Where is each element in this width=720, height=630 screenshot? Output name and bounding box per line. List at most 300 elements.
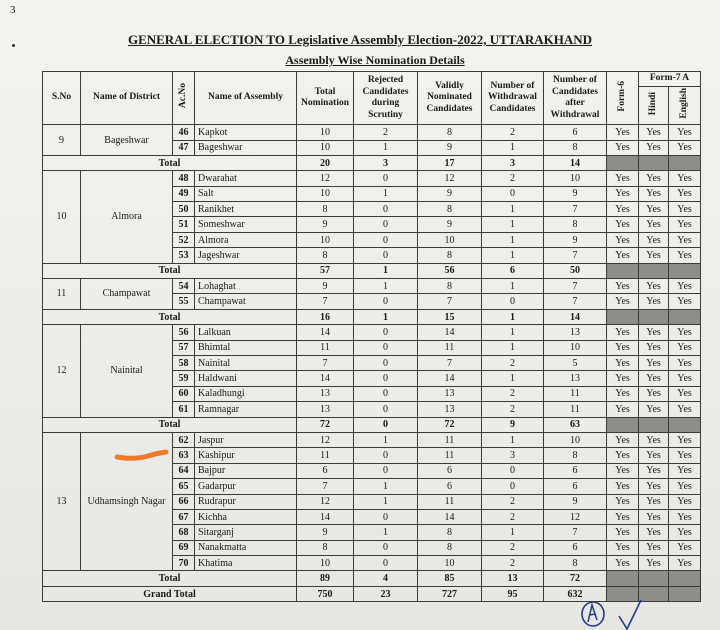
cell-en: Yes	[669, 186, 701, 201]
highlight-mark	[114, 448, 170, 462]
cell-f6: Yes	[607, 340, 639, 355]
cell-rej: 1	[354, 186, 418, 201]
cell-wd: 2	[482, 494, 544, 509]
total-wd: 13	[482, 571, 544, 586]
cell-f6: Yes	[607, 479, 639, 494]
total-wd: 1	[482, 309, 544, 324]
total-rej: 3	[354, 155, 418, 170]
district-name: Almora	[81, 171, 173, 263]
ac-number: 64	[173, 463, 195, 478]
cell-en: Yes	[669, 325, 701, 340]
assembly-name: Lohaghat	[195, 279, 297, 294]
total-total: 72	[297, 417, 354, 432]
shaded-cell	[607, 309, 639, 324]
ac-number: 47	[173, 140, 195, 155]
shaded-cell	[639, 309, 669, 324]
total-rej: 0	[354, 417, 418, 432]
cell-valid: 8	[418, 525, 482, 540]
cell-rej: 1	[354, 525, 418, 540]
shaded-cell	[639, 263, 669, 278]
total-wd: 3	[482, 155, 544, 170]
cell-after: 6	[544, 540, 607, 555]
total-valid: 72	[418, 417, 482, 432]
page-number: 3	[10, 4, 16, 16]
shaded-cell	[607, 155, 639, 170]
ac-number: 49	[173, 186, 195, 201]
cell-valid: 7	[418, 294, 482, 309]
cell-wd: 1	[482, 217, 544, 232]
assembly-name: Ranikhet	[195, 202, 297, 217]
cell-f6: Yes	[607, 402, 639, 417]
cell-wd: 1	[482, 371, 544, 386]
district-sno: 11	[43, 279, 81, 310]
cell-en: Yes	[669, 140, 701, 155]
shaded-cell	[639, 571, 669, 586]
cell-wd: 1	[482, 525, 544, 540]
cell-en: Yes	[669, 479, 701, 494]
cell-valid: 13	[418, 402, 482, 417]
assembly-name: Gadarpur	[195, 479, 297, 494]
ac-number: 48	[173, 171, 195, 186]
shaded-cell	[669, 417, 701, 432]
total-rej: 1	[354, 309, 418, 324]
cell-after: 5	[544, 356, 607, 371]
cell-hi: Yes	[639, 402, 669, 417]
cell-total: 10	[297, 186, 354, 201]
total-after: 14	[544, 155, 607, 170]
signature-initials	[575, 596, 665, 630]
cell-wd: 1	[482, 325, 544, 340]
header-withdrawal: Number of Withdrawal Candidates	[482, 72, 544, 125]
ac-number: 51	[173, 217, 195, 232]
header-valid: Validly Nominated Candidates	[418, 72, 482, 125]
cell-after: 6	[544, 125, 607, 140]
cell-en: Yes	[669, 371, 701, 386]
cell-after: 11	[544, 386, 607, 401]
cell-rej: 0	[354, 402, 418, 417]
assembly-name: Lalkuan	[195, 325, 297, 340]
district-sno: 10	[43, 171, 81, 263]
cell-after: 6	[544, 479, 607, 494]
total-rej: 4	[354, 571, 418, 586]
cell-f6: Yes	[607, 556, 639, 571]
cell-hi: Yes	[639, 386, 669, 401]
cell-wd: 2	[482, 171, 544, 186]
cell-total: 10	[297, 125, 354, 140]
district-sno: 12	[43, 325, 81, 417]
total-label: Total	[43, 417, 297, 432]
cell-hi: Yes	[639, 140, 669, 155]
total-wd: 6	[482, 263, 544, 278]
cell-after: 9	[544, 186, 607, 201]
cell-hi: Yes	[639, 479, 669, 494]
cell-after: 10	[544, 340, 607, 355]
cell-total: 8	[297, 248, 354, 263]
cell-hi: Yes	[639, 294, 669, 309]
cell-en: Yes	[669, 202, 701, 217]
assembly-name: Jageshwar	[195, 248, 297, 263]
assembly-name: Ramnagar	[195, 402, 297, 417]
assembly-name: Kapkot	[195, 125, 297, 140]
cell-wd: 0	[482, 186, 544, 201]
cell-wd: 3	[482, 448, 544, 463]
district-total-row	[43, 417, 701, 432]
document-subtitle: Assembly Wise Nomination Details	[285, 53, 465, 67]
cell-total: 13	[297, 402, 354, 417]
grand-total-label: Grand Total	[43, 586, 297, 601]
assembly-name: Almora	[195, 232, 297, 247]
cell-hi: Yes	[639, 463, 669, 478]
ac-number: 63	[173, 448, 195, 463]
total-total: 16	[297, 309, 354, 324]
cell-total: 9	[297, 525, 354, 540]
shaded-cell	[669, 309, 701, 324]
ac-number: 57	[173, 340, 195, 355]
ac-number: 46	[173, 125, 195, 140]
cell-hi: Yes	[639, 248, 669, 263]
cell-total: 10	[297, 232, 354, 247]
cell-rej: 0	[354, 540, 418, 555]
grand-total-valid: 727	[418, 586, 482, 601]
cell-hi: Yes	[639, 371, 669, 386]
cell-en: Yes	[669, 448, 701, 463]
grand-total-rej: 23	[354, 586, 418, 601]
cell-hi: Yes	[639, 325, 669, 340]
header-form6: Form-6	[607, 72, 639, 125]
table-row	[43, 171, 701, 186]
cell-after: 8	[544, 448, 607, 463]
cell-after: 7	[544, 525, 607, 540]
cell-hi: Yes	[639, 171, 669, 186]
total-valid: 17	[418, 155, 482, 170]
cell-rej: 1	[354, 479, 418, 494]
cell-f6: Yes	[607, 202, 639, 217]
total-wd: 9	[482, 417, 544, 432]
shaded-cell	[639, 155, 669, 170]
cell-total: 7	[297, 356, 354, 371]
cell-f6: Yes	[607, 325, 639, 340]
cell-f6: Yes	[607, 356, 639, 371]
assembly-name: Rudrapur	[195, 494, 297, 509]
cell-f6: Yes	[607, 217, 639, 232]
cell-valid: 6	[418, 463, 482, 478]
cell-after: 7	[544, 202, 607, 217]
cell-hi: Yes	[639, 540, 669, 555]
cell-hi: Yes	[639, 217, 669, 232]
shaded-cell	[607, 263, 639, 278]
cell-after: 13	[544, 325, 607, 340]
total-valid: 15	[418, 309, 482, 324]
assembly-name: Dwarahat	[195, 171, 297, 186]
total-total: 89	[297, 571, 354, 586]
cell-valid: 9	[418, 186, 482, 201]
cell-after: 12	[544, 509, 607, 524]
cell-wd: 1	[482, 202, 544, 217]
ac-number: 53	[173, 248, 195, 263]
cell-f6: Yes	[607, 463, 639, 478]
cell-rej: 0	[354, 217, 418, 232]
cell-total: 7	[297, 294, 354, 309]
cell-hi: Yes	[639, 448, 669, 463]
cell-wd: 1	[482, 232, 544, 247]
ac-number: 61	[173, 402, 195, 417]
cell-valid: 11	[418, 432, 482, 447]
ac-number: 55	[173, 294, 195, 309]
cell-rej: 0	[354, 340, 418, 355]
assembly-name: Nanakmatta	[195, 540, 297, 555]
header-after-withdrawal: Number of Candidates after Withdrawal	[544, 72, 607, 125]
shaded-cell	[607, 417, 639, 432]
cell-rej: 0	[354, 463, 418, 478]
total-after: 50	[544, 263, 607, 278]
header-rejected: Rejected Candidates during Scrutiny	[354, 72, 418, 125]
cell-f6: Yes	[607, 125, 639, 140]
total-label: Total	[43, 309, 297, 324]
cell-hi: Yes	[639, 494, 669, 509]
cell-f6: Yes	[607, 248, 639, 263]
cell-after: 9	[544, 232, 607, 247]
shaded-cell	[669, 263, 701, 278]
cell-after: 8	[544, 140, 607, 155]
cell-valid: 14	[418, 509, 482, 524]
cell-wd: 1	[482, 279, 544, 294]
cell-after: 6	[544, 463, 607, 478]
ac-number: 52	[173, 232, 195, 247]
total-total: 20	[297, 155, 354, 170]
assembly-name: Someshwar	[195, 217, 297, 232]
cell-valid: 9	[418, 140, 482, 155]
cell-total: 10	[297, 140, 354, 155]
cell-f6: Yes	[607, 386, 639, 401]
cell-en: Yes	[669, 279, 701, 294]
cell-after: 10	[544, 171, 607, 186]
ac-number: 65	[173, 479, 195, 494]
cell-en: Yes	[669, 217, 701, 232]
cell-rej: 2	[354, 125, 418, 140]
header-form7a: Form-7 A	[639, 72, 701, 87]
cell-hi: Yes	[639, 186, 669, 201]
cell-total: 14	[297, 509, 354, 524]
cell-hi: Yes	[639, 202, 669, 217]
cell-valid: 8	[418, 248, 482, 263]
cell-rej: 0	[354, 448, 418, 463]
cell-total: 7	[297, 479, 354, 494]
assembly-name: Jaspur	[195, 432, 297, 447]
cell-valid: 14	[418, 371, 482, 386]
cell-wd: 2	[482, 125, 544, 140]
cell-en: Yes	[669, 386, 701, 401]
cell-f6: Yes	[607, 540, 639, 555]
cell-en: Yes	[669, 125, 701, 140]
cell-total: 11	[297, 448, 354, 463]
ac-number: 68	[173, 525, 195, 540]
cell-total: 8	[297, 540, 354, 555]
grand-total-after: 632	[544, 586, 607, 601]
assembly-name: Kashipur	[195, 448, 297, 463]
nomination-table	[42, 71, 701, 602]
cell-rej: 0	[354, 556, 418, 571]
ac-number: 60	[173, 386, 195, 401]
district-total-row	[43, 309, 701, 324]
ac-number: 54	[173, 279, 195, 294]
cell-hi: Yes	[639, 432, 669, 447]
cell-rej: 0	[354, 386, 418, 401]
ac-number: 58	[173, 356, 195, 371]
cell-en: Yes	[669, 402, 701, 417]
total-total: 57	[297, 263, 354, 278]
cell-valid: 8	[418, 125, 482, 140]
ac-number: 69	[173, 540, 195, 555]
cell-en: Yes	[669, 463, 701, 478]
header-hindi: Hindi	[639, 87, 669, 125]
cell-after: 7	[544, 294, 607, 309]
header-sno: S.No	[43, 72, 81, 125]
cell-f6: Yes	[607, 494, 639, 509]
cell-en: Yes	[669, 494, 701, 509]
assembly-name: Haldwani	[195, 371, 297, 386]
cell-after: 7	[544, 279, 607, 294]
total-label: Total	[43, 571, 297, 586]
total-after: 14	[544, 309, 607, 324]
total-valid: 85	[418, 571, 482, 586]
cell-total: 8	[297, 202, 354, 217]
assembly-name: Champawat	[195, 294, 297, 309]
shaded-cell	[669, 586, 701, 601]
assembly-name: Kaladhungi	[195, 386, 297, 401]
cell-en: Yes	[669, 556, 701, 571]
cell-rej: 0	[354, 232, 418, 247]
cell-hi: Yes	[639, 525, 669, 540]
cell-valid: 6	[418, 479, 482, 494]
cell-f6: Yes	[607, 171, 639, 186]
cell-hi: Yes	[639, 556, 669, 571]
cell-total: 11	[297, 340, 354, 355]
cell-hi: Yes	[639, 232, 669, 247]
cell-total: 12	[297, 171, 354, 186]
total-label: Total	[43, 263, 297, 278]
cell-rej: 0	[354, 202, 418, 217]
cell-en: Yes	[669, 356, 701, 371]
total-valid: 56	[418, 263, 482, 278]
cell-valid: 9	[418, 217, 482, 232]
cell-rej: 1	[354, 432, 418, 447]
ac-number: 66	[173, 494, 195, 509]
cell-wd: 1	[482, 248, 544, 263]
cell-after: 7	[544, 248, 607, 263]
cell-total: 14	[297, 371, 354, 386]
assembly-name: Bajpur	[195, 463, 297, 478]
cell-f6: Yes	[607, 432, 639, 447]
table-row	[43, 325, 701, 340]
cell-en: Yes	[669, 432, 701, 447]
cell-valid: 10	[418, 556, 482, 571]
cell-wd: 0	[482, 463, 544, 478]
district-total-row	[43, 571, 701, 586]
cell-rej: 1	[354, 140, 418, 155]
cell-valid: 8	[418, 540, 482, 555]
ac-number: 50	[173, 202, 195, 217]
cell-f6: Yes	[607, 232, 639, 247]
cell-f6: Yes	[607, 186, 639, 201]
cell-en: Yes	[669, 171, 701, 186]
cell-f6: Yes	[607, 525, 639, 540]
document-title: GENERAL ELECTION TO Legislative Assembly Election-2022, UTTARAKHAND	[127, 32, 593, 47]
header-english: English	[669, 87, 701, 125]
cell-f6: Yes	[607, 371, 639, 386]
table-body	[43, 125, 701, 602]
district-total-row	[43, 155, 701, 170]
cell-after: 10	[544, 432, 607, 447]
district-sno: 13	[43, 432, 81, 571]
cell-total: 12	[297, 432, 354, 447]
shaded-cell	[669, 155, 701, 170]
ac-number: 62	[173, 432, 195, 447]
cell-after: 13	[544, 371, 607, 386]
cell-valid: 11	[418, 494, 482, 509]
ac-number: 67	[173, 509, 195, 524]
cell-valid: 14	[418, 325, 482, 340]
cell-rej: 0	[354, 356, 418, 371]
cell-wd: 2	[482, 556, 544, 571]
assembly-name: Khatima	[195, 556, 297, 571]
cell-hi: Yes	[639, 279, 669, 294]
cell-total: 10	[297, 556, 354, 571]
cell-wd: 2	[482, 509, 544, 524]
cell-wd: 0	[482, 479, 544, 494]
cell-after: 8	[544, 217, 607, 232]
cell-f6: Yes	[607, 509, 639, 524]
table-row	[43, 279, 701, 294]
cell-valid: 13	[418, 386, 482, 401]
assembly-name: Kichha	[195, 509, 297, 524]
grand-total-total: 750	[297, 586, 354, 601]
cell-rej: 1	[354, 494, 418, 509]
cell-hi: Yes	[639, 125, 669, 140]
district-name: Udhamsingh Nagar	[81, 432, 173, 571]
table-row	[43, 125, 701, 140]
assembly-name: Sitarganj	[195, 525, 297, 540]
cell-total: 13	[297, 386, 354, 401]
cell-after: 8	[544, 556, 607, 571]
cell-f6: Yes	[607, 140, 639, 155]
cell-en: Yes	[669, 509, 701, 524]
cell-wd: 1	[482, 140, 544, 155]
cell-total: 6	[297, 463, 354, 478]
shaded-cell	[639, 417, 669, 432]
district-sno: 9	[43, 125, 81, 156]
cell-valid: 8	[418, 202, 482, 217]
cell-valid: 10	[418, 232, 482, 247]
district-name: Champawat	[81, 279, 173, 310]
cell-hi: Yes	[639, 356, 669, 371]
assembly-name: Bhimtal	[195, 340, 297, 355]
table-row	[43, 432, 701, 447]
total-label: Total	[43, 155, 297, 170]
cell-valid: 12	[418, 171, 482, 186]
cell-valid: 11	[418, 340, 482, 355]
cell-wd: 2	[482, 540, 544, 555]
shaded-cell	[669, 571, 701, 586]
total-after: 72	[544, 571, 607, 586]
assembly-name: Salt	[195, 186, 297, 201]
cell-f6: Yes	[607, 448, 639, 463]
cell-en: Yes	[669, 540, 701, 555]
cell-hi: Yes	[639, 340, 669, 355]
cell-f6: Yes	[607, 294, 639, 309]
header-district: Name of District	[81, 72, 173, 125]
total-rej: 1	[354, 263, 418, 278]
cell-rej: 0	[354, 294, 418, 309]
